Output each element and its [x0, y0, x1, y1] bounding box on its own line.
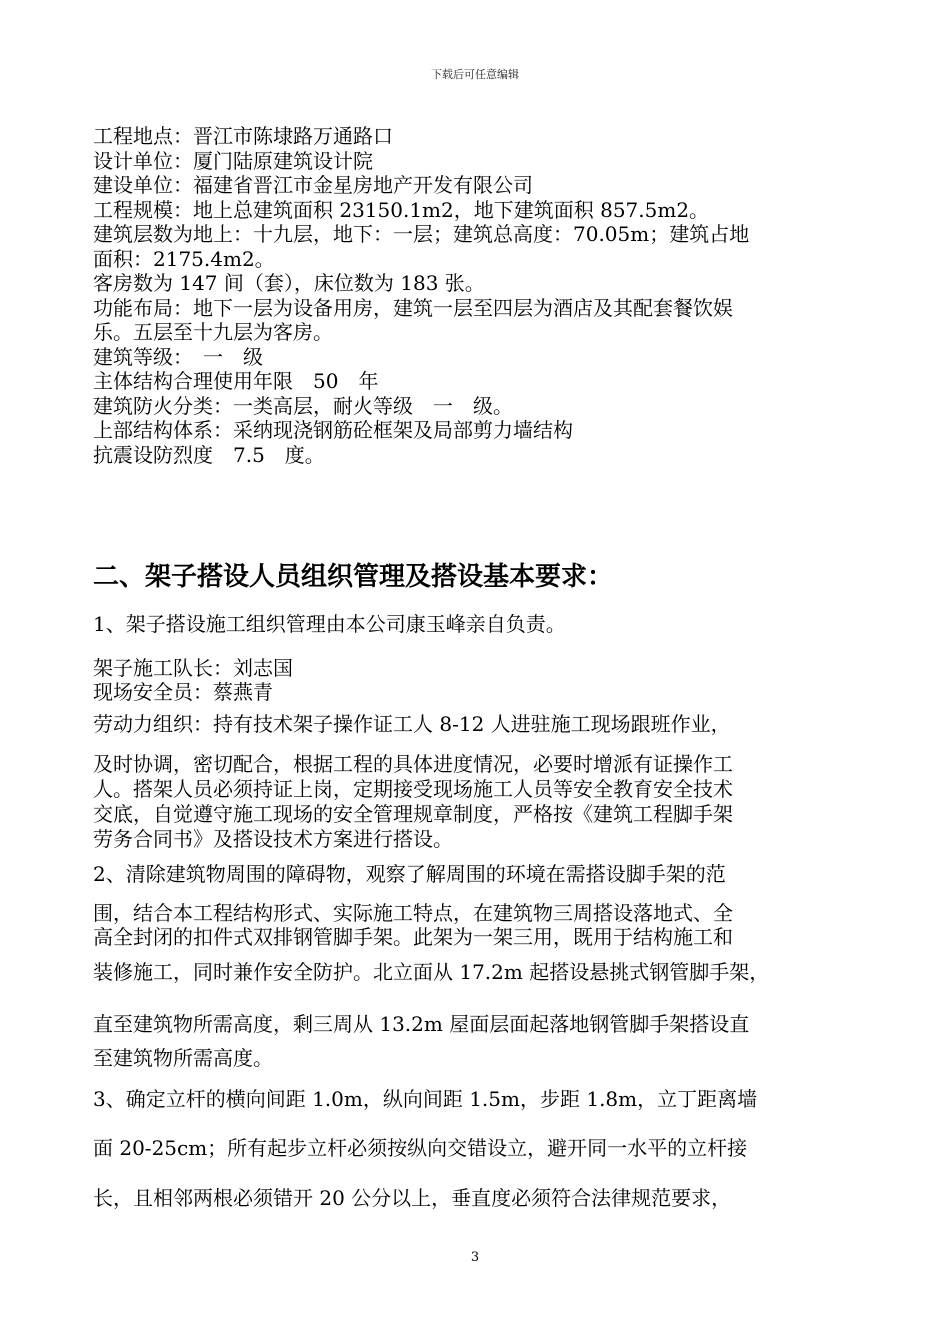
info-line: 设计单位：厦门陆原建筑设计院	[93, 148, 373, 173]
paragraph-line: 劳动力组织：持有技术架子操作证工人 8-12 人进驻施工现场跟班作业，	[93, 712, 731, 736]
info-line: 建筑层数为地上：十九层，地下：一层；建筑总高度：70.05m；建筑占地	[93, 222, 750, 246]
paragraph-line: 2、清除建筑物周围的障碍物，观察了解周围的环境在需搭设脚手架的范	[93, 862, 726, 886]
info-line: 建筑防火分类：一类高层，耐火等级 一 级。	[93, 393, 513, 418]
info-line: 客房数为 147 间（套），床位数为 183 张。	[93, 271, 485, 295]
paragraph-line: 装修施工，同时兼作安全防护。北立面从 17.2m 起搭设悬挑式钢管脚手架，	[93, 960, 770, 984]
page-header: 下载后可任意编辑	[431, 68, 519, 81]
info-line: 上部结构体系：采纳现浇钢筋砼框架及局部剪力墙结构	[93, 418, 573, 442]
paragraph-line: 3、确定立杆的横向间距 1.0m，纵向间距 1.5m，步距 1.8m，立丁距离墙	[93, 1087, 758, 1111]
info-line: 建设单位：福建省晋江市金星房地产开发有限公司	[93, 173, 533, 197]
info-line: 工程规模：地上总建筑面积 23150.1m2，地下建筑面积 857.5m2。	[93, 197, 710, 222]
paragraph-line: 围，结合本工程结构形式、实际施工特点，在建筑物三周搭设落地式、全	[93, 901, 733, 925]
paragraph-line: 直至建筑物所需高度，剩三周从 13.2m 屋面层面起落地钢管脚手架搭设直	[93, 1012, 750, 1036]
info-line: 抗震设防烈度 7.5 度。	[93, 442, 325, 467]
info-line: 面积：2175.4m2。	[93, 246, 275, 271]
info-line: 功能布局：地下一层为设备用房，建筑一层至四层为酒店及其配套餐饮娱	[93, 295, 733, 320]
section-title: 二、架子搭设人员组织管理及搭设基本要求：	[93, 562, 614, 592]
paragraph-line: 交底，自觉遵守施工现场的安全管理规章制度，严格按《建筑工程脚手架	[93, 802, 733, 826]
paragraph-line: 至建筑物所需高度。	[93, 1046, 273, 1070]
paragraph-line: 1、架子搭设施工组织管理由本公司康玉峰亲自负责。	[93, 612, 566, 636]
project-info	[93, 124, 873, 467]
paragraph-line: 人。搭架人员必须持证上岗，定期接受现场施工人员等安全教育安全技术	[93, 777, 733, 801]
info-line: 主体结构合理使用年限 50 年	[93, 369, 379, 393]
paragraph-line: 现场安全员：蔡燕青	[93, 680, 273, 704]
paragraph-line: 面 20-25cm；所有起步立杆必须按纵向交错设立，避开同一水平的立杆接	[93, 1136, 748, 1160]
page-number: 3	[470, 1250, 480, 1265]
paragraph-line: 劳务合同书》及搭设技术方案进行搭设。	[93, 827, 453, 851]
paragraph-line: 及时协调，密切配合，根据工程的具体进度情况，必要时增派有证操作工	[93, 752, 733, 776]
paragraph-line: 架子施工队长：刘志国	[93, 656, 293, 680]
paragraph-line: 长，且相邻两根必须错开 20 公分以上，垂直度必须符合法律规范要求，	[93, 1186, 732, 1210]
paragraph-line: 高全封闭的扣件式双排钢管脚手架。此架为一架三用，既用于结构施工和	[93, 925, 733, 949]
info-line: 乐。五层至十九层为客房。	[93, 320, 333, 344]
info-line: 建筑等级： 一 级	[93, 344, 263, 369]
info-line: 工程地点：晋江市陈埭路万通路口	[93, 124, 393, 148]
